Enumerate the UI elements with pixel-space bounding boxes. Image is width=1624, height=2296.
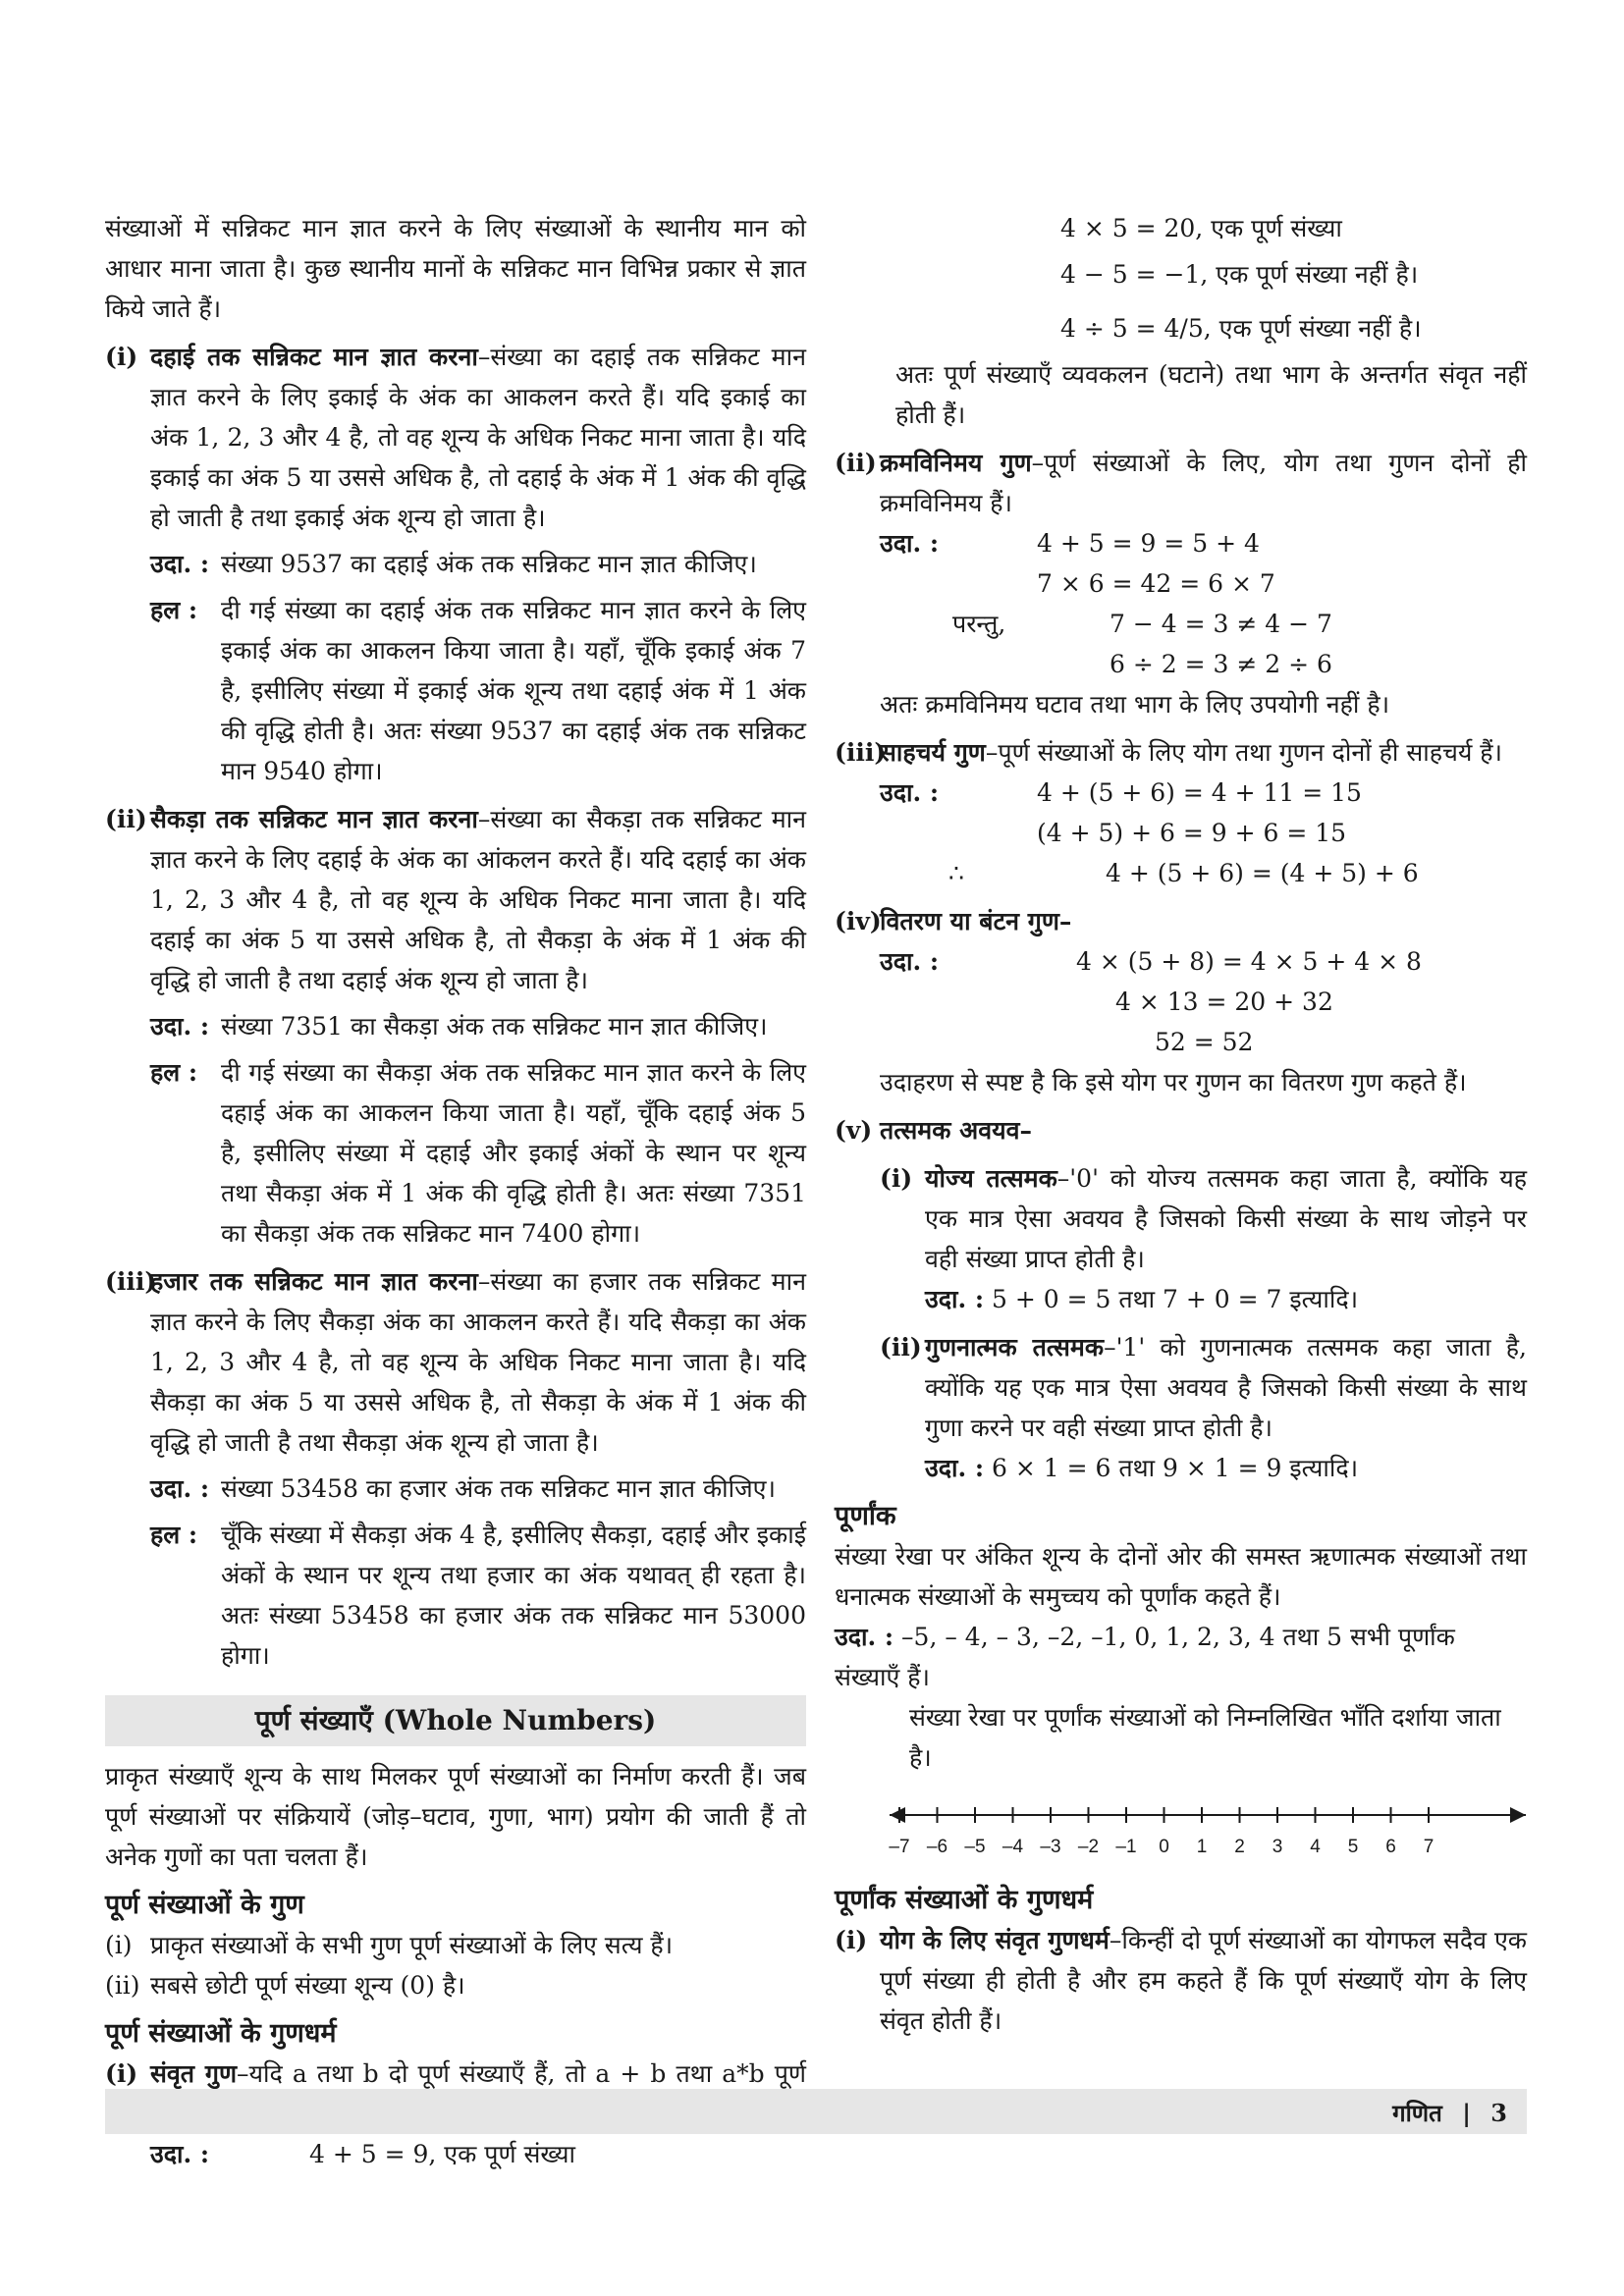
subject-label: गणित [1392,2099,1442,2127]
rounding-hundreds-section [105,799,806,1254]
item-number: (i) [105,343,138,371]
distributive-property: (iv) वितरण या बंटन गुण– उदा. : 4 × (5 + 8) = 4 × 5 + 4 × 8 4 × 13 = 20 + 32 52 = 52 उदाहरण से स्पष्ट है कि इसे योग पर गुणन का वितरण गुण कहते हैं। [835,901,1527,1102]
integer-closure-property: (i) योग के लिए संवृत गुणधर्म–किन्हीं दो पूर्ण संख्याओं का योगफल सदैव एक पूर्ण संख्या ही होती है और हम कहते हैं कि पूर्ण संख्याएँ योग के लिए संवृत होती हैं। [835,1926,1527,2035]
rounding-tens-section [105,337,806,791]
multiplicative-identity: (ii) गुणनात्मक तत्समक–'1' को गुणनात्मक तत्समक कहा जाता है, क्योंकि यह एक मात्र ऐसा अवयव है जिसको किसी संख्या के साथ गुणा करने पर वही संख्या प्राप्त होती है। उदा. : 6 × 1 = 6 तथा 9 × 1 = 9 इत्यादि। [880,1333,1527,1482]
closure-property: (i) संवृत गुण–यदि a तथा b दो पूर्ण संख्याएँ हैं, तो a + b तथा a*b पूर्ण उदा. : 4 + 5 = 9, एक पूर्ण संख्या [105,2054,806,2174]
number-line-label: 0 [1159,1837,1169,1857]
example: उदा. : 4 + 5 = 9, एक पूर्ण संख्या [150,2140,575,2168]
commutative-property: (ii) क्रमविनिमय गुण–पूर्ण संख्याओं के लिए, योग तथा गुणन दोनों ही क्रमविनिमय हैं। उदा. : 4 + 5 = 9 = 5 + 4 7 × 6 = 42 = 6 × 7 परन्तु, 7 − 4 = 3 ≠ 4 − 7 6 ÷ 2 = 3 ≠ 2 ÷ 6 अतः क्रमविनिमय घटाव तथा भाग के लिए उपयोगी नहीं है। [835,443,1527,724]
item-text: –संख्या का हजार तक सन्निकट मान ज्ञात करने के लिए सैकड़ा अंक का आकलन करते हैं। यदि सैकड़ा का अंक 1, 2, 3 और 4 है, तो वह शून्य के अधिक निकट माना जाता है। यदि सैकड़ा का अंक 5 या उससे अधिक है, तो सैकड़ा के अंक में 1 अंक की वृद्धि हो जाती है तथा सैकड़ा अंक शून्य हो जाता है। [150,1267,806,1457]
additive-identity: (i) योज्य तत्समक–'0' को योज्य तत्समक कहा जाता है, क्योंकि यह एक मात्र ऐसा अवयव है जिसको किसी संख्या के साथ जोड़ने पर वही संख्या प्राप्त होती है। उदा. : 5 + 0 = 5 तथा 7 + 0 = 7 इत्यादि। [880,1164,1527,1313]
example: उदा. : 4 + 5 = 9 = 5 + 4 7 × 6 = 42 = 6 × 7 [880,529,1275,598]
integer-definition: संख्या रेखा पर अंकित शून्य के दोनों ओर की समस्त ऋणात्मक संख्याओं तथा धनात्मक संख्याओं के समुच्चय को पूर्णांक कहते हैं। [835,1542,1527,1611]
rounding-thousands-section [105,1261,806,1676]
item-title: दहाई तक सन्निकट मान ज्ञात करना [150,343,478,371]
number-line-label: 5 [1347,1837,1359,1857]
number-line-label: 6 [1385,1837,1396,1857]
associative-property: (iii) साहचर्य गुण–पूर्ण संख्याओं के लिए योग तथा गुणन दोनों ही साहचर्य हैं। उदा. : 4 + (5 + 6) = 4 + 11 = 15 (4 + 5) + 6 = 9 + 6 = 15 ∴ 4 + (5 + 6) = (4 + 5) + 6 [835,732,1527,893]
item-title: हजार तक सन्निकट मान ज्ञात करना [150,1267,478,1296]
right-column: 4 × 5 = 20, एक पूर्ण संख्या 4 − 5 = −1, एक पूर्ण संख्या नहीं है। 4 ÷ 5 = 4/5, एक पूर्ण संख्या नहीं है। अतः पूर्ण संख्याएँ व्यवकलन (घटाने) तथा भाग के अन्तर्गत संवृत नहीं होती हैं। (ii) क्रमविनिमय गुण–पूर्ण संख्याओं के लिए, योग तथा गुणन दोनों ही क्रमविनिमय हैं। उदा. : 4 + 5 = 9 = 5 + 4 7 × 6 = 42 = 6 × 7 परन्तु, 7 − 4 = 3 ≠ 4 − 7 6 ÷ 2 = 3 ≠ 2 ÷ 6 अतः क्रमविनिमय घटाव तथा भाग के लिए उपयोगी नहीं है। (iii) साहचर्य गुण–पूर्ण संख्याओं के लिए योग तथा गुणन दोनों ही साहचर्य हैं। उदा. : 4 + (5 + 6) = 4 + 11 = 15 (4 + 5) + 6 = 9 + 6 = 15 ∴ 4 + (5 + 6) = (4 + 5) + 6 (iv) वितरण या बंटन गुण– उदा. : 4 × (5 + 8) = 4 × 5 + 4 × 8 4 × 13 = 20 + 32 52 = 52 उदाहरण से स्पष्ट है कि इसे योग पर गुणन का वितरण गुण कहते हैं। (v) तत्समक अवयव– (i) योज्य तत्समक–'0' को योज्य तत्समक कहा जाता है, क्योंकि यह एक मात्र ऐसा अवयव है जिसको किसी संख्या के साथ जोड़ने पर वही संख्या प्राप्त होती है। उदा. : 5 + 0 = 5 तथा 7 + 0 = 7 इत्यादि। (ii) गुणनात्मक तत्समक–'1' को गुणनात्मक तत्समक कहा जाता है, क्योंकि यह एक मात्र ऐसा अवयव है जिसको किसी संख्या के साथ गुणा करने पर वही संख्या प्राप्त होती है। उदा. : 6 × 1 = 6 तथा 9 × 1 = 9 इत्यादि। पूर्णांक संख्या रेखा पर अंकित शून्य के दोनों ओर की समस्त ऋणात्मक संख्याओं तथा धनात्मक संख्याओं के समुच्चय को पूर्णांक कहते हैं। उदा. : –5, – 4, – 3, –2, –1, 0, 1, 2, 3, 4 तथा 5 सभी पूर्णांक संख्याएँ हैं। संख्या रेखा पर पूर्णांक संख्याओं को निम्नलिखित भाँति दर्शाया जाता है। –7 –6 –5 –4 –3 –2 –1 0 1 2 3 4 5 6 7 पूर्णांक संख्याओं के गुणधर्म (i) योग के लिए संवृत गुणधर्म–किन्हीं दो पूर्ण संख्याओं का योगफल सदैव एक पूर्ण संख्या ही होती है और हम कहते हैं कि पूर्ण संख्याएँ योग के लिए संवृत होती हैं। [835,208,1527,2041]
number-line-label: 1 [1196,1837,1208,1857]
closure-note: अतः पूर्ण संख्याएँ व्यवकलन (घटाने) तथा भाग के अन्तर्गत संवृत नहीं होती हैं। [895,360,1527,429]
properties-heading: पूर्ण संख्याओं के गुण [105,1890,304,1920]
item-title: सैकड़ा तक सन्निकट मान ज्ञात करना [150,805,478,833]
number-line-label: –7 [889,1837,910,1857]
number-line-graphic [835,1793,1527,1872]
number-line-caption: संख्या रेखा पर पूर्णांक संख्याओं को निम्नलिखित भाँति दर्शाया जाता है। [909,1703,1501,1772]
integer-properties-heading: पूर्णांक संख्याओं के गुणधर्म [835,1885,1094,1915]
number-line-label: –2 [1077,1837,1100,1857]
whole-numbers-intro: प्राकृत संख्याएँ शून्य के साथ मिलकर पूर्ण संख्याओं का निर्माण करती हैं। जब पूर्ण संख्याओं पर संक्रियायें (जोड़–घटाव, गुणा, भाग) प्रयोग की जाती हैं तो अनेक गुणों का पता चलता हैं। [105,1762,806,1871]
integer-heading: पूर्णांक [835,1501,896,1531]
solution: हल : दी गई संख्या का सैकड़ा अंक तक सन्निकट मान ज्ञात करने के लिए दहाई अंक का आकलन किया जाता है। यहाँ, चूँकि दहाई अंक 5 है, इसीलिए संख्या में दहाई और इकाई अंकों के स्थान पर शून्य तथा सैकड़ा अंक में 1 अंक की वृद्धि होती है। अतः संख्या 7351 का सैकड़ा अंक तक सन्निकट मान 7400 होगा। [150,1058,806,1248]
closure-equations: 4 × 5 = 20, एक पूर्ण संख्या 4 − 5 = −1, एक पूर्ण संख्या नहीं है। 4 ÷ 5 = 4/5, एक पूर्ण संख्या नहीं है। [1060,214,1422,343]
item-number: (ii) [105,805,147,833]
number-line-label: 4 [1310,1837,1321,1857]
left-column [105,208,806,2174]
identity-element-section: (v) तत्समक अवयव– (i) योज्य तत्समक–'0' को योज्य तत्समक कहा जाता है, क्योंकि यह एक मात्र ऐसा अवयव है जिसको किसी संख्या के साथ जोड़ने पर वही संख्या प्राप्त होती है। उदा. : 5 + 0 = 5 तथा 7 + 0 = 7 इत्यादि। (ii) गुणनात्मक तत्समक–'1' को गुणनात्मक तत्समक कहा जाता है, क्योंकि यह एक मात्र ऐसा अवयव है जिसको किसी संख्या के साथ गुणा करने पर वही संख्या प्राप्त होती है। उदा. : 6 × 1 = 6 तथा 9 × 1 = 9 इत्यादि। [835,1110,1527,1488]
property-item: (i) प्राकृत संख्याओं के सभी गुण पूर्ण संख्याओं के लिए सत्य हैं। [105,1931,674,1959]
number-line-label: –1 [1115,1837,1137,1857]
number-line [835,1793,1527,1872]
section-banner: पूर्ण संख्याएँ (Whole Numbers) [105,1695,806,1746]
commutative-note: अतः क्रमविनिमय घटाव तथा भाग के लिए उपयोगी नहीं है। [880,690,1390,719]
item-text: –संख्या का सैकड़ा तक सन्निकट मान ज्ञात करने के लिए दहाई के अंक का आंकलन करते हैं। यदि दहाई का अंक 1, 2, 3 और 4 है, तो वह शून्य के अधिक निकट माना जाता है। यदि दहाई का अंक 5 या उससे अधिक है, तो सैकड़ा के अंक में 1 अंक की वृद्धि हो जाती है तथा दहाई अंक शून्य हो जाता है। [150,805,806,994]
number-line-label: 7 [1423,1837,1435,1857]
page-footer: गणित | 3 [105,2089,1527,2134]
example: उदा. : संख्या 53458 का हजार अंक तक सन्निकट मान ज्ञात कीजिए। [150,1474,776,1503]
characteristics-heading: पूर्ण संख्याओं के गुणधर्म [105,2018,337,2049]
intro-paragraph: संख्याओं में सन्निकट मान ज्ञात करने के लिए संख्याओं के स्थानीय मान को आधार माना जाता है। कुछ स्थानीय मानों के सन्निकट मान विभिन्न प्रकार से ज्ञात किये जाते हैं। [105,214,806,323]
item-number: (iii) [105,1267,157,1296]
example: उदा. : 4 × (5 + 8) = 4 × 5 + 4 × 8 4 × 13 = 20 + 32 52 = 52 [880,947,1422,1056]
number-line-label: 2 [1234,1837,1245,1857]
item-text: –संख्या का दहाई तक सन्निकट मान ज्ञात करने के लिए इकाई के अंक का आकलन करते हैं। यदि इकाई का अंक 1, 2, 3 और 4 है, तो वह शून्य के अधिक निकट माना जाता है। यदि इकाई का अंक 5 या उससे अधिक है, तो दहाई के अंक में 1 अंक की वृद्धि हो जाती है तथा इकाई अंक शून्य हो जाता है। [150,343,806,532]
number-line-label: –6 [926,1837,948,1857]
example: उदा. : 4 + (5 + 6) = 4 + 11 = 15 (4 + 5) + 6 = 9 + 6 = 15 [880,778,1362,847]
page-number: 3 [1490,2099,1507,2127]
solution: हल : दी गई संख्या का दहाई अंक तक सन्निकट मान ज्ञात करने के लिए इकाई अंक का आकलन किया जाता है। यहाँ, चूँकि इकाई अंक 7 है, इसीलिए संख्या में इकाई अंक शून्य तथा दहाई अंक में 1 अंक की वृद्धि होती है। अतः संख्या 9537 का दहाई अंक तक सन्निकट मान 9540 होगा। [150,596,806,785]
example: उदा. : संख्या 9537 का दहाई अंक तक सन्निकट मान ज्ञात कीजिए। [150,550,757,578]
number-line-label: –4 [1001,1837,1024,1857]
property-item: (ii) सबसे छोटी पूर्ण संख्या शून्य (0) है। [105,1971,465,2000]
number-line-label: –3 [1040,1837,1061,1857]
example: उदा. : संख्या 7351 का सैकड़ा अंक तक सन्निकट मान ज्ञात कीजिए। [150,1012,768,1041]
solution: हल : चूँकि संख्या में सैकड़ा अंक 4 है, इसीलिए सैकड़ा, दहाई और इकाई अंकों के स्थान पर शून्य तथा हजार का अंक यथावत् ही रहता है। अतः संख्या 53458 का हजार अंक तक सन्निकट मान 53000 होगा। [150,1521,806,1670]
number-line-label: –5 [964,1837,986,1857]
number-line-label: 3 [1272,1837,1283,1857]
distributive-note: उदाहरण से स्पष्ट है कि इसे योग पर गुणन का वितरण गुण कहते हैं। [880,1068,1467,1096]
